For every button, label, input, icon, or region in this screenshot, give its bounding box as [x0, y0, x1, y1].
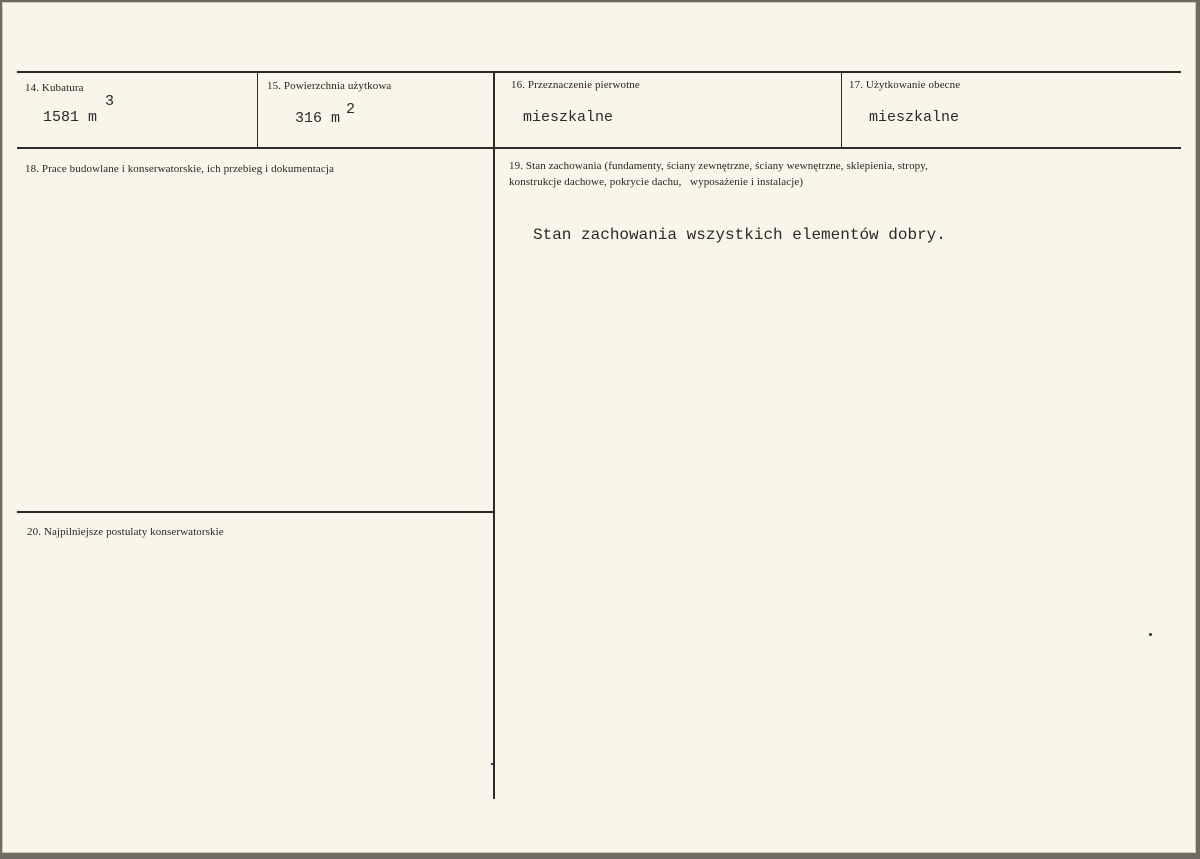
divider-16-17 [841, 73, 842, 148]
middle-rule [17, 147, 1181, 149]
field-19-value: Stan zachowania wszystkich elementów dobry. [533, 226, 946, 244]
field-15-exponent: 2 [346, 101, 356, 118]
section-20-rule [17, 511, 493, 513]
ink-speck [1149, 633, 1152, 636]
top-rule [17, 71, 1181, 73]
divider-14-15 [257, 73, 258, 148]
field-18-label: 18. Prace budowlane i konserwatorskie, ich przebieg i dokumentacja [25, 163, 334, 175]
field-19-label-line2: konstrukcje dachowe, pokrycie dachu, wyposażenie i instalacje) [509, 176, 804, 188]
record-card [2, 2, 1196, 853]
field-17-label: 17. Użytkowanie obecne [849, 79, 961, 91]
field-14-label: 14. Kubatura [25, 82, 84, 94]
divider-15-16 [493, 73, 495, 799]
field-19-label-line1: 19. Stan zachowania (fundamenty, ściany zewnętrzne, ściany wewnętrzne, sklepienia, stropy, [509, 160, 929, 172]
field-20-label: 20. Najpilniejsze postulaty konserwatorskie [27, 526, 224, 538]
field-14-value: 1581 m [43, 109, 98, 126]
field-16-value: mieszkalne [523, 109, 614, 126]
field-14-exponent: 3 [105, 93, 115, 110]
field-17-value: mieszkalne [869, 109, 960, 126]
field-16-label: 16. Przeznaczenie pierwotne [511, 79, 640, 91]
field-15-label: 15. Powierzchnia użytkowa [267, 80, 392, 92]
ink-speck [491, 763, 493, 765]
field-15-value: 316 m [295, 110, 341, 127]
